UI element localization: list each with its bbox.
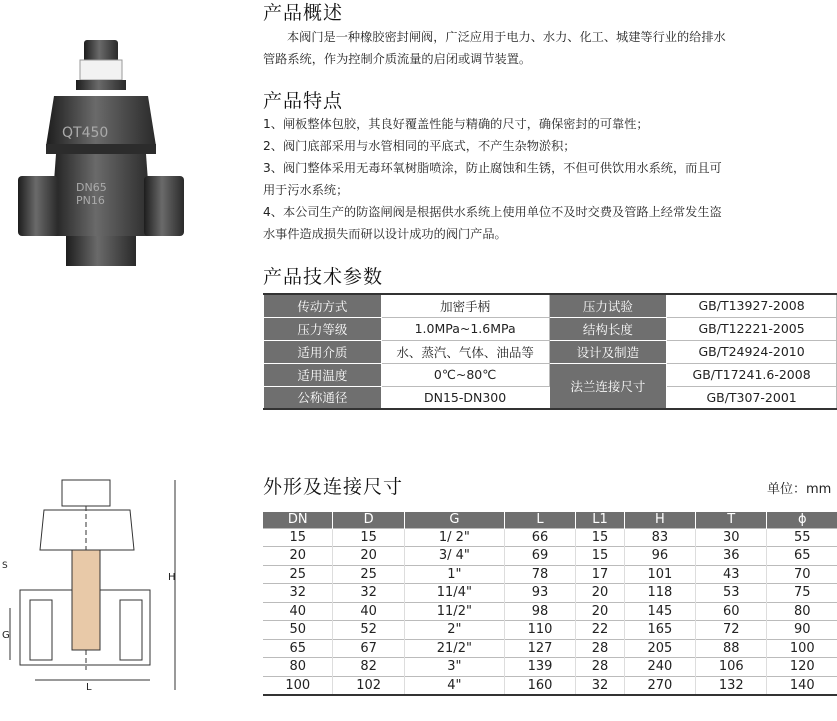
table-cell: 83 [624, 528, 695, 547]
feature-line: 4、本公司生产的防盗闸阀是根据供水系统上使用单位不及时交费及管路上经常发生盗 [263, 205, 722, 219]
table-cell: 70 [767, 565, 837, 584]
table-cell: 40 [263, 602, 333, 621]
overview-text [263, 26, 837, 70]
valve-photo [14, 36, 234, 276]
table-cell: 22 [576, 621, 624, 640]
spec-key: 适用介质 [264, 340, 382, 363]
table-cell: 69 [504, 547, 575, 566]
table-cell: 67 [333, 639, 404, 658]
table-cell: 3/ 4" [404, 547, 504, 566]
dimensions-title: 外形及连接尺寸 [263, 476, 404, 498]
table-cell: 15 [263, 528, 333, 547]
svg-text:PN16: PN16 [76, 194, 105, 207]
table-row [263, 565, 837, 584]
table-cell: 101 [624, 565, 695, 584]
table-cell: 96 [624, 547, 695, 566]
table-cell: 25 [333, 565, 404, 584]
table-cell: 165 [624, 621, 695, 640]
table-row [263, 602, 837, 621]
valve-cross-section-drawing [0, 470, 220, 710]
table-row [264, 340, 837, 363]
table-cell: 120 [767, 658, 837, 677]
table-row [264, 317, 837, 340]
table-cell: 11/4" [404, 584, 504, 603]
spec-key: 适用温度 [264, 363, 382, 386]
column-header: DN [263, 512, 333, 528]
table-row [264, 294, 837, 317]
svg-text:H: H [168, 572, 176, 583]
svg-text:L: L [86, 682, 92, 693]
table-cell: 240 [624, 658, 695, 677]
table-row [263, 547, 837, 566]
spec-key: 结构长度 [549, 317, 667, 340]
spec-value: 加密手柄 [381, 294, 549, 317]
column-header: D [333, 512, 404, 528]
table-cell: 52 [333, 621, 404, 640]
spec-title: 产品技术参数 [263, 266, 384, 288]
spec-value: GB/T307-2001 [667, 386, 837, 409]
table-cell: 110 [504, 621, 575, 640]
table-cell: 270 [624, 676, 695, 695]
column-header: L [504, 512, 575, 528]
spec-value: 0℃~80℃ [381, 363, 549, 386]
table-cell: 72 [696, 621, 767, 640]
spec-value: GB/T12221-2005 [667, 317, 837, 340]
svg-text:QT450: QT450 [62, 125, 109, 141]
spec-value: DN15-DN300 [381, 386, 549, 409]
table-cell: 139 [504, 658, 575, 677]
unit-label: 单位：mm [767, 482, 832, 497]
table-row [263, 584, 837, 603]
table-cell: 82 [333, 658, 404, 677]
table-cell: 20 [333, 547, 404, 566]
dimensions-body [263, 528, 837, 695]
svg-text:G: G [2, 630, 10, 641]
spec-key: 设计及制造 [549, 340, 667, 363]
table-cell: 66 [504, 528, 575, 547]
table-cell: 118 [624, 584, 695, 603]
table-cell: 145 [624, 602, 695, 621]
table-row [263, 528, 837, 547]
table-cell: 28 [576, 658, 624, 677]
table-cell: 65 [767, 547, 837, 566]
table-cell: 90 [767, 621, 837, 640]
column-header: L1 [576, 512, 624, 528]
table-cell: 28 [576, 639, 624, 658]
table-cell: 17 [576, 565, 624, 584]
spec-key: 公称通径 [264, 386, 382, 409]
table-row [264, 363, 837, 386]
table-cell: 100 [767, 639, 837, 658]
table-cell: 106 [696, 658, 767, 677]
spec-key: 法兰连接尺寸 [549, 363, 667, 409]
table-cell: 32 [263, 584, 333, 603]
spec-value: 水、蒸汽、气体、油品等 [381, 340, 549, 363]
features-title: 产品特点 [263, 90, 344, 112]
table-cell: 140 [767, 676, 837, 695]
table-cell: 160 [504, 676, 575, 695]
table-cell: 43 [696, 565, 767, 584]
overview-line: 本阀门是一种橡胶密封闸阀，广泛应用于电力、水力、化工、城建等行业的给排水 [287, 30, 726, 44]
column-header: H [624, 512, 695, 528]
dimensions-table [263, 512, 837, 696]
table-cell: 15 [333, 528, 404, 547]
table-row [263, 639, 837, 658]
spec-key: 压力试验 [549, 294, 667, 317]
table-cell: 93 [504, 584, 575, 603]
table-cell: 11/2" [404, 602, 504, 621]
table-cell: 78 [504, 565, 575, 584]
table-cell: 127 [504, 639, 575, 658]
spec-table [263, 293, 837, 410]
table-cell: 80 [263, 658, 333, 677]
spec-value: GB/T13927-2008 [667, 294, 837, 317]
table-cell: 65 [263, 639, 333, 658]
svg-text:S: S [2, 561, 8, 571]
feature-line: 2、阀门底部采用与水管相同的平底式，不产生杂物淤积； [263, 139, 576, 153]
table-cell: 15 [576, 528, 624, 547]
table-cell: 55 [767, 528, 837, 547]
table-cell: 40 [333, 602, 404, 621]
spec-value: GB/T24924-2010 [667, 340, 837, 363]
table-cell: 4" [404, 676, 504, 695]
spec-key: 压力等级 [264, 317, 382, 340]
table-row [263, 658, 837, 677]
table-cell: 20 [576, 602, 624, 621]
table-cell: 60 [696, 602, 767, 621]
table-cell: 53 [696, 584, 767, 603]
column-header: G [404, 512, 504, 528]
spec-key: 传动方式 [264, 294, 382, 317]
feature-line: 水事件造成损失而研以设计成功的阀门产品。 [263, 227, 507, 241]
table-cell: 1/ 2" [404, 528, 504, 547]
table-cell: 20 [263, 547, 333, 566]
column-header: T [696, 512, 767, 528]
table-cell: 36 [696, 547, 767, 566]
table-cell: 75 [767, 584, 837, 603]
table-cell: 30 [696, 528, 767, 547]
table-row [263, 676, 837, 695]
feature-line: 1、闸板整体包胶，其良好覆盖性能与精确的尺寸，确保密封的可靠性； [263, 117, 649, 131]
table-cell: 32 [333, 584, 404, 603]
feature-line: 用于污水系统； [263, 183, 349, 197]
svg-text:DN65: DN65 [76, 181, 107, 194]
table-cell: 3" [404, 658, 504, 677]
table-cell: 1" [404, 565, 504, 584]
table-cell: 132 [696, 676, 767, 695]
table-cell: 98 [504, 602, 575, 621]
table-header-row [263, 512, 837, 528]
table-row [263, 621, 837, 640]
features-text [263, 113, 837, 245]
column-header: ϕ [767, 512, 837, 528]
overview-title: 产品概述 [263, 2, 344, 24]
table-cell: 32 [576, 676, 624, 695]
overview-line: 管路系统，作为控制介质流量的启闭或调节装置。 [263, 52, 532, 66]
table-cell: 88 [696, 639, 767, 658]
table-cell: 205 [624, 639, 695, 658]
table-cell: 20 [576, 584, 624, 603]
table-cell: 2" [404, 621, 504, 640]
table-cell: 80 [767, 602, 837, 621]
table-cell: 25 [263, 565, 333, 584]
spec-value: GB/T17241.6-2008 [667, 363, 837, 386]
table-cell: 15 [576, 547, 624, 566]
table-cell: 50 [263, 621, 333, 640]
table-cell: 102 [333, 676, 404, 695]
table-cell: 100 [263, 676, 333, 695]
table-cell: 21/2" [404, 639, 504, 658]
spec-value: 1.0MPa~1.6MPa [381, 317, 549, 340]
feature-line: 3、阀门整体采用无毒环氧树脂喷涂，防止腐蚀和生锈，不但可供饮用水系统，而且可 [263, 161, 722, 175]
